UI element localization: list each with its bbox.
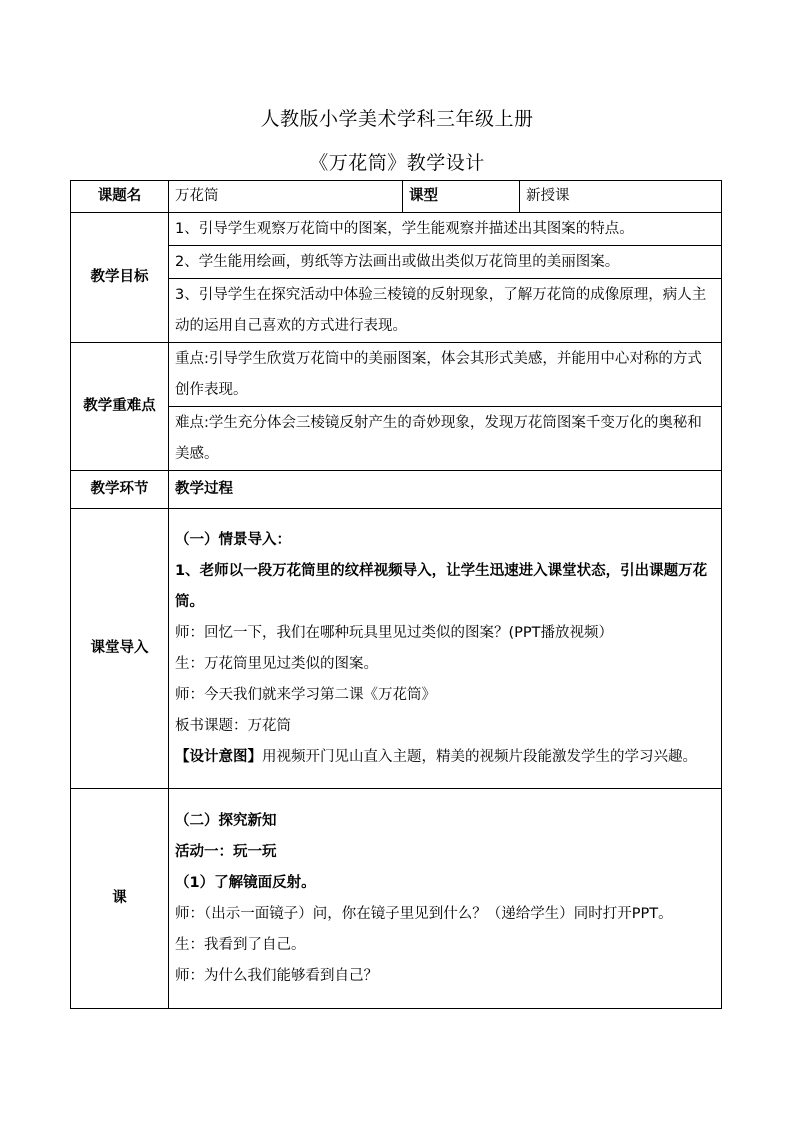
intro-line: 师：回忆一下，我们在哪种玩具里见过类似的图案？(PPT播放视频） [175,624,613,641]
goal-item: 3、引导学生在探究活动中体验三棱镜的反射现象，了解万花筒的成像原理，病人主动的运用自己喜欢的方式进行表现。 [169,279,722,343]
explore-line: 师：为什么我们能够看到自己？ [175,967,378,984]
intro-line: 师：今天我们就来学习第二课《万花筒》 [175,686,436,703]
intro-heading: （一）情景导入： [175,531,291,548]
document-subtitle: 《万花筒》教学设计 [309,152,485,174]
table-row-explore [71,789,722,1009]
intro-label: 课堂导入 [71,509,169,789]
explore-content [169,789,722,1009]
key-points-label: 教学重难点 [71,343,169,471]
type-value: 新授课 [520,181,722,213]
explore-subheading: （1）了解镜面反射。 [175,874,316,891]
table-row-key-point [71,343,722,407]
topic-value: 万花筒 [169,181,403,213]
table-row-goal-2 [71,246,722,279]
explore-label: 课 [71,789,169,1009]
document-title: 人教版小学美术学科三年级上册 [260,108,534,130]
table-row-goal-1 [71,213,722,246]
explore-line: 生：我看到了自己。 [175,936,306,953]
explore-line: 师：（出示一面镜子）问，你在镜子里见到什么？（递给学生）同时打开PPT。 [175,905,673,922]
design-intent [175,742,715,773]
design-intent-tag: 【设计意图】 [175,748,262,765]
design-intent-text: 用视频开门见山直入主题，精美的视频片段能激发学生的学习兴趣。 [262,748,697,765]
table-row-intro [71,509,722,789]
goal-item: 2、学生能用绘画，剪纸等方法画出或做出类似万花筒里的美丽图案。 [169,246,722,279]
intro-bold-line: 1、老师以一段万花筒里的纹样视频导入，让学生迅速进入课堂状态，引出课题万花筒。 [175,562,708,610]
table-row-topic [71,181,722,213]
explore-heading: （二）探究新知 [175,812,277,829]
explore-activity: 活动一：玩一玩 [175,843,277,860]
type-label: 课型 [403,181,520,213]
key-point-text: 重点:引导学生欣赏万花筒中的美丽图案，体会其形式美感，并能用中心对称的方式创作表现。 [169,343,722,407]
goals-label: 教学目标 [71,213,169,343]
intro-content [169,509,722,789]
lesson-plan-table [70,180,722,1009]
goal-item: 1、引导学生观察万花筒中的图案，学生能观察并描述出其图案的特点。 [169,213,722,246]
table-row-goal-3 [71,279,722,343]
intro-line: 板书课题：万花筒 [175,717,291,734]
process-section-value: 教学过程 [169,471,722,509]
difficult-point-text: 难点:学生充分体会三棱镜反射产生的奇妙现象，发现万花筒图案千变万化的奥秘和美感。 [169,407,722,471]
table-row-process-header [71,471,722,509]
process-section-label: 教学环节 [71,471,169,509]
table-row-difficult-point [71,407,722,471]
intro-line: 生：万花筒里见过类似的图案。 [175,655,378,672]
topic-label: 课题名 [71,181,169,213]
